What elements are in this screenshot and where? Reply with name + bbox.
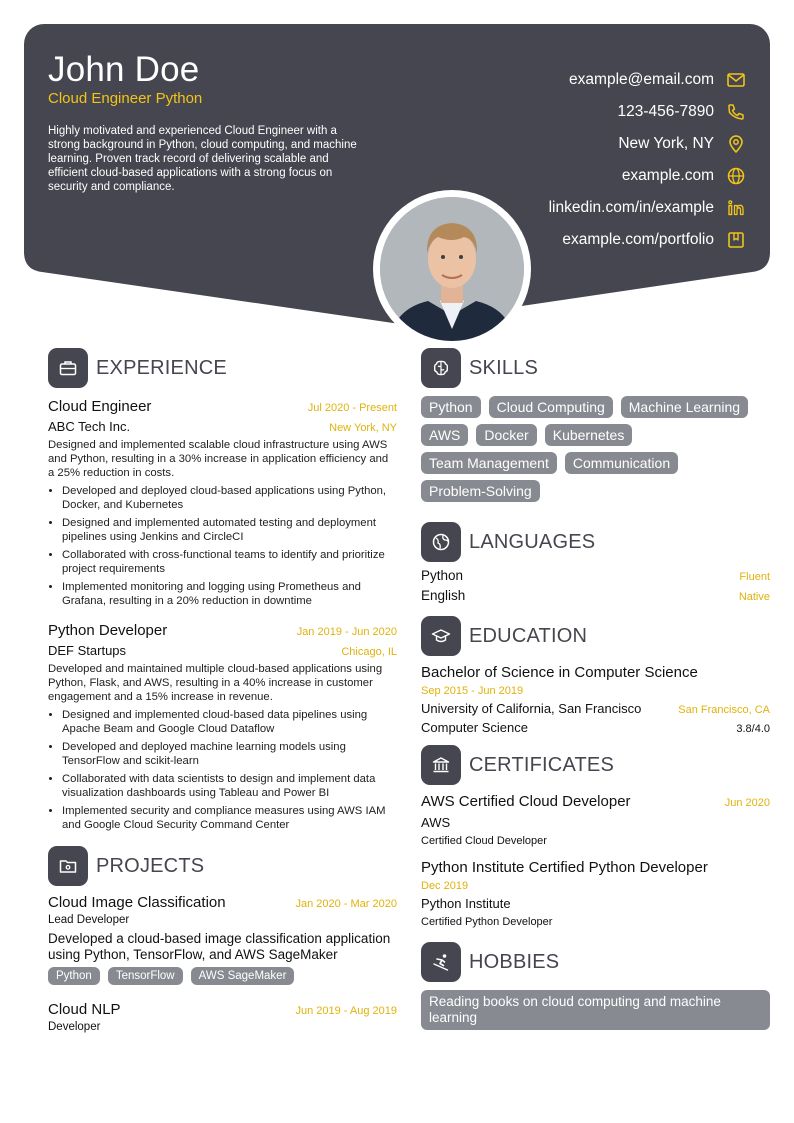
project-role: Lead Developer bbox=[48, 914, 130, 926]
projects-title: PROJECTS bbox=[96, 854, 205, 877]
job-bullet: • Designed and implemented cloud-based data pipelines using Apache Beam and Google Cloud Dataflow bbox=[62, 708, 397, 736]
field-of-study: Computer Science bbox=[421, 720, 528, 735]
contact-location bbox=[549, 128, 746, 160]
email-text[interactable]: example@email.com bbox=[569, 71, 714, 88]
certificate-issuer: Python Institute bbox=[421, 896, 511, 911]
skill-chip: Python bbox=[421, 396, 481, 418]
briefcase-icon bbox=[48, 348, 88, 388]
certificate-date: Jun 2020 bbox=[724, 797, 770, 809]
certificate-detail: Certified Python Developer bbox=[421, 916, 553, 928]
job-entry bbox=[48, 398, 397, 608]
experience-title: EXPERIENCE bbox=[96, 356, 227, 379]
language-level: Native bbox=[738, 591, 770, 603]
hobbies-title: HOBBIES bbox=[469, 950, 560, 973]
job-bullet: • Developed and deployed cloud-based applications using Python, Docker, and Kubernetes bbox=[62, 484, 397, 512]
graduation-cap-icon bbox=[421, 616, 461, 656]
folder-icon bbox=[48, 846, 88, 886]
project-tag: Python bbox=[48, 967, 100, 985]
certificates-title: CERTIFICATES bbox=[469, 753, 615, 776]
degree: Bachelor of Science in Computer Science bbox=[421, 664, 698, 681]
contact-website[interactable] bbox=[549, 160, 746, 192]
job-company: ABC Tech Inc. bbox=[48, 419, 131, 434]
linkedin-text[interactable]: linkedin.com/in/example bbox=[548, 199, 714, 216]
job-dates: Jan 2019 - Jun 2020 bbox=[296, 626, 397, 638]
language-list bbox=[421, 568, 770, 608]
skill-chip: Docker bbox=[476, 424, 536, 446]
skill-chip: Machine Learning bbox=[621, 396, 748, 418]
project-entry bbox=[48, 894, 397, 991]
location-text: New York, NY bbox=[618, 135, 714, 152]
language-name: Python bbox=[421, 568, 464, 583]
languages-heading bbox=[421, 522, 770, 562]
skill-chip: Kubernetes bbox=[545, 424, 633, 446]
job-bullet: • Designed and implemented automated testing and deployment pipelines using Jenkins and CircleCI bbox=[62, 516, 397, 544]
skiing-icon bbox=[421, 942, 461, 982]
job-title: Python Developer bbox=[48, 622, 168, 639]
certificate-date: Dec 2019 bbox=[421, 880, 469, 892]
candidate-name: John Doe bbox=[48, 50, 200, 89]
project-tag: AWS SageMaker bbox=[191, 967, 295, 985]
language-level: Fluent bbox=[739, 571, 770, 583]
certificate-entry bbox=[421, 859, 770, 928]
certificate-entry bbox=[421, 793, 770, 847]
institution-icon bbox=[421, 745, 461, 785]
hobby-item: Reading books on cloud computing and machine learning bbox=[421, 990, 770, 1030]
phone-icon bbox=[726, 102, 746, 122]
job-company: DEF Startups bbox=[48, 643, 127, 658]
job-bullet: • Implemented monitoring and logging using Prometheus and Grafana, resulting in a 20% reduction in downtime bbox=[62, 580, 397, 608]
skill-chip: Team Management bbox=[421, 452, 557, 474]
certificate-issuer: AWS bbox=[421, 815, 451, 830]
job-location: Chicago, IL bbox=[341, 646, 397, 658]
skill-chip: Communication bbox=[565, 452, 678, 474]
project-name: Cloud Image Classification bbox=[48, 894, 226, 911]
job-bullet: • Developed and deployed machine learning models using TensorFlow and scikit-learn bbox=[62, 740, 397, 768]
mail-icon bbox=[726, 70, 746, 90]
school-location: San Francisco, CA bbox=[678, 704, 770, 716]
language-row bbox=[421, 568, 770, 588]
skill-chip: Cloud Computing bbox=[489, 396, 613, 418]
job-title: Cloud Engineer Python bbox=[48, 90, 203, 107]
resume-header bbox=[24, 24, 770, 354]
website-text[interactable]: example.com bbox=[621, 167, 714, 184]
portfolio-text[interactable]: example.com/portfolio bbox=[562, 231, 714, 248]
experience-heading bbox=[48, 348, 397, 388]
project-entry bbox=[48, 1001, 397, 1033]
job-dates: Jul 2020 - Present bbox=[307, 402, 397, 414]
language-row bbox=[421, 588, 770, 608]
skill-list bbox=[421, 396, 770, 508]
skill-chip: AWS bbox=[421, 424, 468, 446]
profile-summary: Highly motivated and experienced Cloud Engineer with a strong background in Python, cloud computing, and machine learning. Proven track record of delivering scalable and efficient cloud-based applications with a strong focus on security and compliance. bbox=[48, 125, 357, 193]
education-entry bbox=[421, 664, 770, 735]
job-entry bbox=[48, 622, 397, 832]
education-dates: Sep 2015 - Jun 2019 bbox=[421, 685, 524, 697]
hobbies-heading bbox=[421, 942, 770, 982]
linkedin-icon bbox=[726, 198, 746, 218]
contact-linkedin[interactable] bbox=[549, 192, 746, 224]
job-description: Developed and maintained multiple cloud-based applications using Python, Flask, and AWS, resulting in a 40% increase in customer engagement and a 15% increase in revenue. bbox=[48, 663, 383, 703]
job-bullets bbox=[48, 484, 397, 608]
project-tags bbox=[48, 967, 397, 991]
job-bullet: • Collaborated with cross-functional teams to identify and prioritize project requirements bbox=[62, 548, 397, 576]
projects-heading bbox=[48, 846, 397, 886]
school-name: University of California, San Francisco bbox=[421, 701, 642, 716]
job-title: Cloud Engineer bbox=[48, 398, 152, 415]
skill-chip: Problem-Solving bbox=[421, 480, 540, 502]
brain-icon bbox=[421, 348, 461, 388]
job-description: Designed and implemented scalable cloud infrastructure using AWS and Python, resulting in a 30% increase in application efficiency and a 25% reduction in costs. bbox=[48, 439, 389, 479]
certificate-name: Python Institute Certified Python Developer bbox=[421, 859, 708, 876]
gpa: 3.8/4.0 bbox=[736, 723, 770, 735]
project-description: Developed a cloud-based image classification application using Python, TensorFlow, and AWS SageMaker bbox=[48, 931, 391, 962]
education-heading bbox=[421, 616, 770, 656]
profile-photo bbox=[380, 197, 524, 341]
certificates-heading bbox=[421, 745, 770, 785]
globe-icon bbox=[726, 166, 746, 186]
project-dates: Jun 2019 - Aug 2019 bbox=[295, 1005, 397, 1017]
contact-list bbox=[549, 64, 746, 256]
education-title: EDUCATION bbox=[469, 624, 588, 647]
contact-email[interactable] bbox=[549, 64, 746, 96]
job-bullet: • Implemented security and compliance measures using AWS IAM and Google Cloud Security Command Center bbox=[62, 804, 397, 832]
job-bullet: • Collaborated with data scientists to design and implement data visualization dashboards using Tableau and Power BI bbox=[62, 772, 397, 800]
bookmark-icon bbox=[726, 230, 746, 250]
project-role: Developer bbox=[48, 1021, 101, 1033]
job-location: New York, NY bbox=[329, 422, 397, 434]
skills-heading bbox=[421, 348, 770, 388]
project-tag: TensorFlow bbox=[108, 967, 183, 985]
profile-photo-frame bbox=[373, 190, 531, 348]
project-name: Cloud NLP bbox=[48, 1001, 121, 1018]
skills-title: SKILLS bbox=[469, 356, 539, 379]
left-column bbox=[48, 348, 397, 1033]
certificate-name: AWS Certified Cloud Developer bbox=[421, 793, 631, 810]
certificate-detail: Certified Cloud Developer bbox=[421, 835, 547, 847]
project-dates: Jan 2020 - Mar 2020 bbox=[295, 898, 397, 910]
languages-title: LANGUAGES bbox=[469, 530, 596, 553]
map-pin-icon bbox=[726, 134, 746, 154]
language-icon bbox=[421, 522, 461, 562]
contact-phone[interactable] bbox=[549, 96, 746, 128]
language-name: English bbox=[421, 588, 466, 603]
job-bullets bbox=[48, 708, 397, 832]
contact-portfolio[interactable] bbox=[549, 224, 746, 256]
right-column bbox=[421, 348, 770, 1030]
phone-text[interactable]: 123-456-7890 bbox=[617, 103, 714, 120]
